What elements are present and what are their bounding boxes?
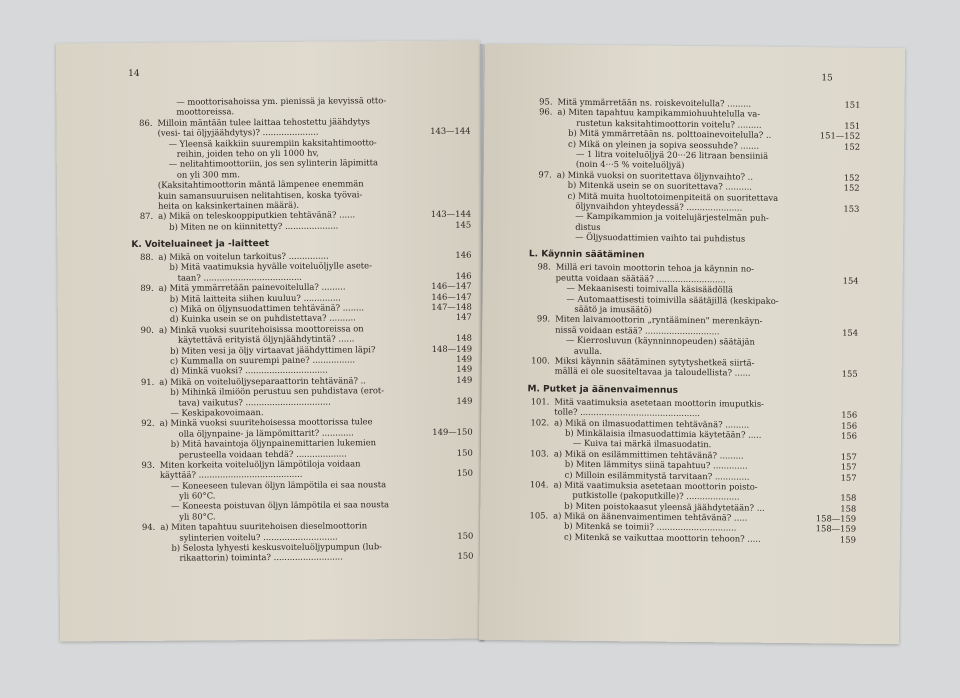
question-number: 101.: [530, 396, 550, 407]
question-text: d) Kuinka usein se on puhdistettava? ..........: [169, 312, 356, 325]
question-text: avulla.: [573, 345, 603, 356]
question-text: — Kampikammion ja voitelujärjestelmän puh-: [575, 211, 769, 224]
question-text: b) Miten vesi ja öljy virtaavat jäähdyttimen läpi?: [170, 343, 376, 356]
question-number: 93.: [141, 459, 155, 470]
page-reference: 158: [840, 503, 857, 514]
page-reference: 156: [841, 409, 858, 420]
question-text: distus: [575, 221, 601, 232]
question-text: a) Mikä on ilmasuodattimen tehtävänä? .........: [554, 417, 750, 430]
page-reference: 143—144: [430, 125, 471, 137]
question-text: (Kaksitahtimoottorin mäntä lämpenee enemmän: [157, 178, 364, 190]
page-reference: 148: [455, 332, 473, 343]
question-text: mällä ei ole suositeltavaa ja taloudellista? ......: [554, 365, 751, 378]
question-text: a) Miten tapahtuu kampikammiohuuhtelulla va-: [557, 106, 761, 120]
question-text: a) Mitä vaatimuksia asetetaan moottorin poisto-: [553, 479, 758, 492]
question-text: Millä eri tavoin moottorin tehoa ja käynnin no-: [555, 262, 755, 275]
question-text: käyttää? .......................................: [159, 469, 303, 481]
page-reference: 147: [455, 312, 472, 323]
question-text: a) Mikä on voiteluöljyseparaattorin tehtävänä? ..: [159, 375, 366, 387]
page-reference: 146—147: [431, 291, 472, 302]
toc-line: [526, 531, 856, 545]
right-block-b: [528, 262, 859, 380]
page-reference: 154: [842, 275, 859, 286]
question-text: — Yleensä kaikkiin suurempiin kaksitahtimootto-: [168, 136, 377, 149]
question-text: tolle? .............................................: [554, 406, 700, 419]
question-number: 96.: [539, 106, 553, 117]
question-text: a) Mikä on voitelun tarkoitus? ...............: [158, 250, 329, 262]
question-text: tava) vaikutus? ................................: [178, 396, 331, 408]
page-reference: 157: [840, 461, 857, 472]
right-block-a: [529, 96, 861, 245]
question-text: a) Mikä on äänenvaimentimen tehtävänä? .....: [553, 510, 748, 523]
page-reference: 153: [843, 203, 860, 214]
section-heading-l: L. Käynnin säätäminen: [528, 249, 645, 261]
page-reference: 148—149: [431, 343, 473, 354]
question-text: b) Miten lämmitys siinä tapahtuu? .............: [564, 458, 748, 471]
question-text: rikaattorin) toiminta? ..........................: [179, 551, 343, 564]
question-number: 86.: [139, 117, 153, 128]
question-text: kuin samansuuruisen nelitahtisen, koska työvai-: [157, 188, 363, 201]
question-text: säätö ja imusäätö): [574, 303, 653, 315]
right-page: [479, 44, 905, 644]
page-reference: 150: [456, 467, 473, 478]
page-reference: 151: [844, 99, 861, 110]
page-reference: 151: [844, 120, 861, 131]
page-reference: 150: [457, 530, 474, 541]
question-text: a) Minkä vuoksi suuritehoisessa moottorissa tulee: [159, 416, 373, 429]
toc-line: [529, 231, 859, 245]
question-text: c) Milloin esilämmitystä tarvitaan? .............: [564, 469, 750, 482]
left-block-a: [130, 95, 471, 232]
question-text: — Keskipakovoimaan.: [170, 406, 264, 418]
question-text: c) Mitenkä se vaikuttaa moottorin tehoon? .....: [563, 531, 761, 544]
toc-line: [131, 219, 471, 232]
question-number: 89.: [140, 283, 154, 294]
question-text: — Mekaanisesti toimivalla käsisäädöllä: [566, 282, 734, 295]
page-number-right: 15: [821, 73, 833, 84]
question-text: b) Mitenkä se toimii? ..............................: [564, 521, 737, 533]
question-text: b) Mitä havaintoja öljynpainemittarien lukemien: [170, 437, 377, 449]
page-reference: 146—147: [431, 280, 472, 292]
question-text: c) Kummalla on suurempi paine? ................: [170, 354, 356, 366]
page-reference: 154: [842, 327, 859, 338]
question-number: 102.: [530, 416, 550, 428]
page-reference: 149: [456, 374, 473, 385]
page-reference: 149: [456, 395, 473, 406]
question-text: — Automaattisesti toimivilla säätäjillä (keskipako-: [566, 293, 779, 306]
question-text: Mitä vaatimuksia asetetaan moottorin imuputkis-: [554, 396, 765, 409]
question-text: Miten laivamoottorin „ryntääminen" merenkäyn-: [555, 313, 763, 327]
question-number: 100.: [531, 355, 550, 366]
question-number: 103.: [530, 448, 549, 459]
question-number: 94.: [141, 522, 156, 533]
question-text: b) Mitä ymmärretään ns. polttoainevoitelulla? ..: [568, 127, 772, 140]
question-text: — 1 litra voiteluöljyä 20···26 litraan bensiiniä: [575, 148, 769, 161]
page-reference: 149: [456, 353, 473, 364]
question-text: b) Mitä laitteita siihen kuuluu? ..............: [169, 292, 341, 304]
question-text: taan? .....................................: [177, 271, 302, 283]
question-text: b) Miten poistokaasut yleensä jäähdytetään? ...: [564, 500, 765, 513]
page-reference: 151—152: [819, 130, 861, 141]
question-number: 98.: [537, 261, 551, 272]
right-block-c: [526, 396, 858, 545]
question-number: 99.: [536, 313, 551, 324]
question-text: b) Mitenkä usein se on suoritettava? ..........: [567, 179, 753, 192]
question-text: — Koneeseen tulevan öljyn lämpötila ei saa nousta: [170, 478, 387, 491]
left-block-b: [131, 250, 473, 564]
question-text: nissä voidaan estää? ............................: [555, 324, 720, 337]
page-reference: 150: [456, 447, 473, 458]
question-text: a) Minkä vuoksi on suoritettava öljynvaihto? ..: [556, 169, 754, 182]
question-number: 104.: [529, 479, 549, 490]
page-reference: 152: [843, 182, 860, 193]
page-reference: 155: [841, 368, 858, 380]
question-text: b) Mitä vaatimuksia hyvälle voiteluöljylle asete-: [169, 260, 372, 273]
page-reference: 152: [844, 141, 861, 152]
question-text: (noin 4···5 % voiteluöljyä): [575, 159, 685, 171]
question-text: Milloin mäntään tulee laittaa tehostettu jäähdytys: [157, 116, 371, 128]
page-reference: 146: [455, 270, 472, 281]
question-text: b) Selosta lyhyesti keskusvoiteluöljypumpun (lub-: [171, 541, 383, 553]
page-reference: 157: [840, 472, 857, 483]
question-text: reihin, joiden teho on yli 1000 hv,: [176, 147, 319, 159]
question-text: c) Mikä on yleinen ja sopiva seossuhde? .......: [568, 138, 760, 151]
section-heading-m: M. Putket ja äänenvaimennus: [527, 384, 679, 396]
left-page: [56, 41, 484, 642]
question-text: (vesi- tai öljyjäähdytys)? .....................: [157, 126, 319, 138]
question-number: 105.: [529, 510, 549, 521]
question-text: heita on kaksinkertainen määrä).: [158, 199, 300, 211]
toc-line: [528, 366, 858, 380]
question-text: Mitä ymmärretään ns. roiskevoitelulla? .........: [557, 96, 752, 109]
page-reference: 157: [840, 451, 857, 462]
page-reference: 158: [840, 492, 857, 504]
page-reference: 152: [843, 172, 860, 183]
left-page-content: [130, 95, 473, 564]
page-reference: 158—159: [815, 523, 857, 535]
page-reference: 149: [456, 363, 473, 375]
question-text: — moottorisahoissa ym. pienissä ja kevyissä otto-: [176, 95, 387, 107]
question-number: 90.: [140, 324, 154, 335]
right-page-content: [526, 96, 861, 545]
question-text: c) Mikä on öljynsuodattimen tehtävänä? ........: [169, 302, 365, 314]
question-text: öljynvaihdon yhteydessä? .....................: [575, 200, 743, 213]
question-text: yli 60°C.: [179, 490, 216, 501]
question-text: rustetun kaksitahtimoottorin voitelu? .........: [576, 117, 762, 130]
question-number: 88.: [140, 251, 154, 262]
question-text: — Koneesta poistuvan öljyn lämpötila ei saa nousta: [171, 499, 390, 512]
question-text: peutta voidaan säätää? ..........................: [555, 272, 726, 285]
page-reference: 150: [457, 550, 474, 562]
question-text: olla öljynpaine- ja lämpömittarit? ............: [178, 427, 354, 439]
question-text: — Öljysuodattimien vaihto tai puhdistus: [575, 231, 746, 244]
question-text: b) Mihinkä ilmiöön perustuu sen puhdistava (erot-: [170, 385, 385, 397]
page-reference: 145: [455, 219, 472, 230]
question-number: 97.: [538, 169, 552, 180]
question-text: putkistolle (pakoputkille)? ....................: [572, 490, 740, 502]
question-text: käytettävä erityistä öljynjäähdytintä? ......: [177, 333, 355, 345]
page-number-left: 14: [128, 68, 140, 79]
question-text: on yli 300 mm.: [176, 168, 240, 180]
page-reference: 149—150: [432, 426, 473, 437]
question-text: a) Mitä ymmärretään painevoitelulla? .........: [158, 281, 346, 294]
question-text: b) Miten ne on kiinnitetty? ....................: [169, 220, 339, 232]
page-reference: 158—159: [815, 513, 857, 524]
question-text: moottoreissa.: [176, 106, 235, 118]
question-text: c) Mitä muita huoltotoimenpiteitä on suoritettava: [567, 190, 779, 203]
question-text: yli 80°C.: [179, 511, 216, 522]
question-text: a) Mikä on teleskooppiputkien tehtävänä? ......: [158, 209, 356, 222]
question-number: 92.: [141, 418, 155, 429]
page-reference: 147—148: [431, 301, 472, 312]
question-text: — Kuiva tai märkä ilmasuodatin.: [572, 438, 712, 450]
question-text: Miksi käynnin säätäminen sytytyshetkeä siirtä-: [554, 355, 755, 368]
question-number: 87.: [139, 211, 154, 222]
question-text: Miten korkeita voiteluöljyn lämpötiloja voidaan: [159, 458, 361, 470]
question-text: sylinterien voitelu? ............................: [179, 531, 338, 543]
toc-line: [133, 551, 473, 564]
question-text: — nelitahtimoottoriin, jos sen sylinterin läpimitta: [168, 157, 379, 170]
question-text: perusteella voidaan tehdä? ...................: [178, 447, 347, 460]
question-number: 95.: [539, 96, 553, 107]
question-text: a) Miten tapahtuu suuritehoisen dieselmoottorin: [160, 520, 368, 533]
section-heading-k: K. Voiteluaineet ja -laitteet: [131, 239, 270, 251]
question-text: — Kierrosluvun (käynninnopeuden) säätäjän: [565, 334, 755, 347]
question-text: a) Minkä vuoksi suuritehoisissa moottoreissa on: [158, 323, 364, 335]
question-text: b) Minkälaisia ilmasuodattimia käytetään? .....: [565, 427, 762, 440]
page-reference: 143—144: [430, 208, 472, 220]
question-text: a) Mikä on esilämmittimen tehtävänä? .........: [553, 448, 744, 461]
page-reference: 156: [841, 420, 858, 431]
question-number: 91.: [140, 376, 155, 387]
page-reference: 156: [840, 430, 858, 441]
page-reference: 159: [839, 534, 857, 545]
question-text: d) Minkä vuoksi? ...............................: [170, 364, 328, 377]
page-reference: 146: [455, 249, 472, 260]
